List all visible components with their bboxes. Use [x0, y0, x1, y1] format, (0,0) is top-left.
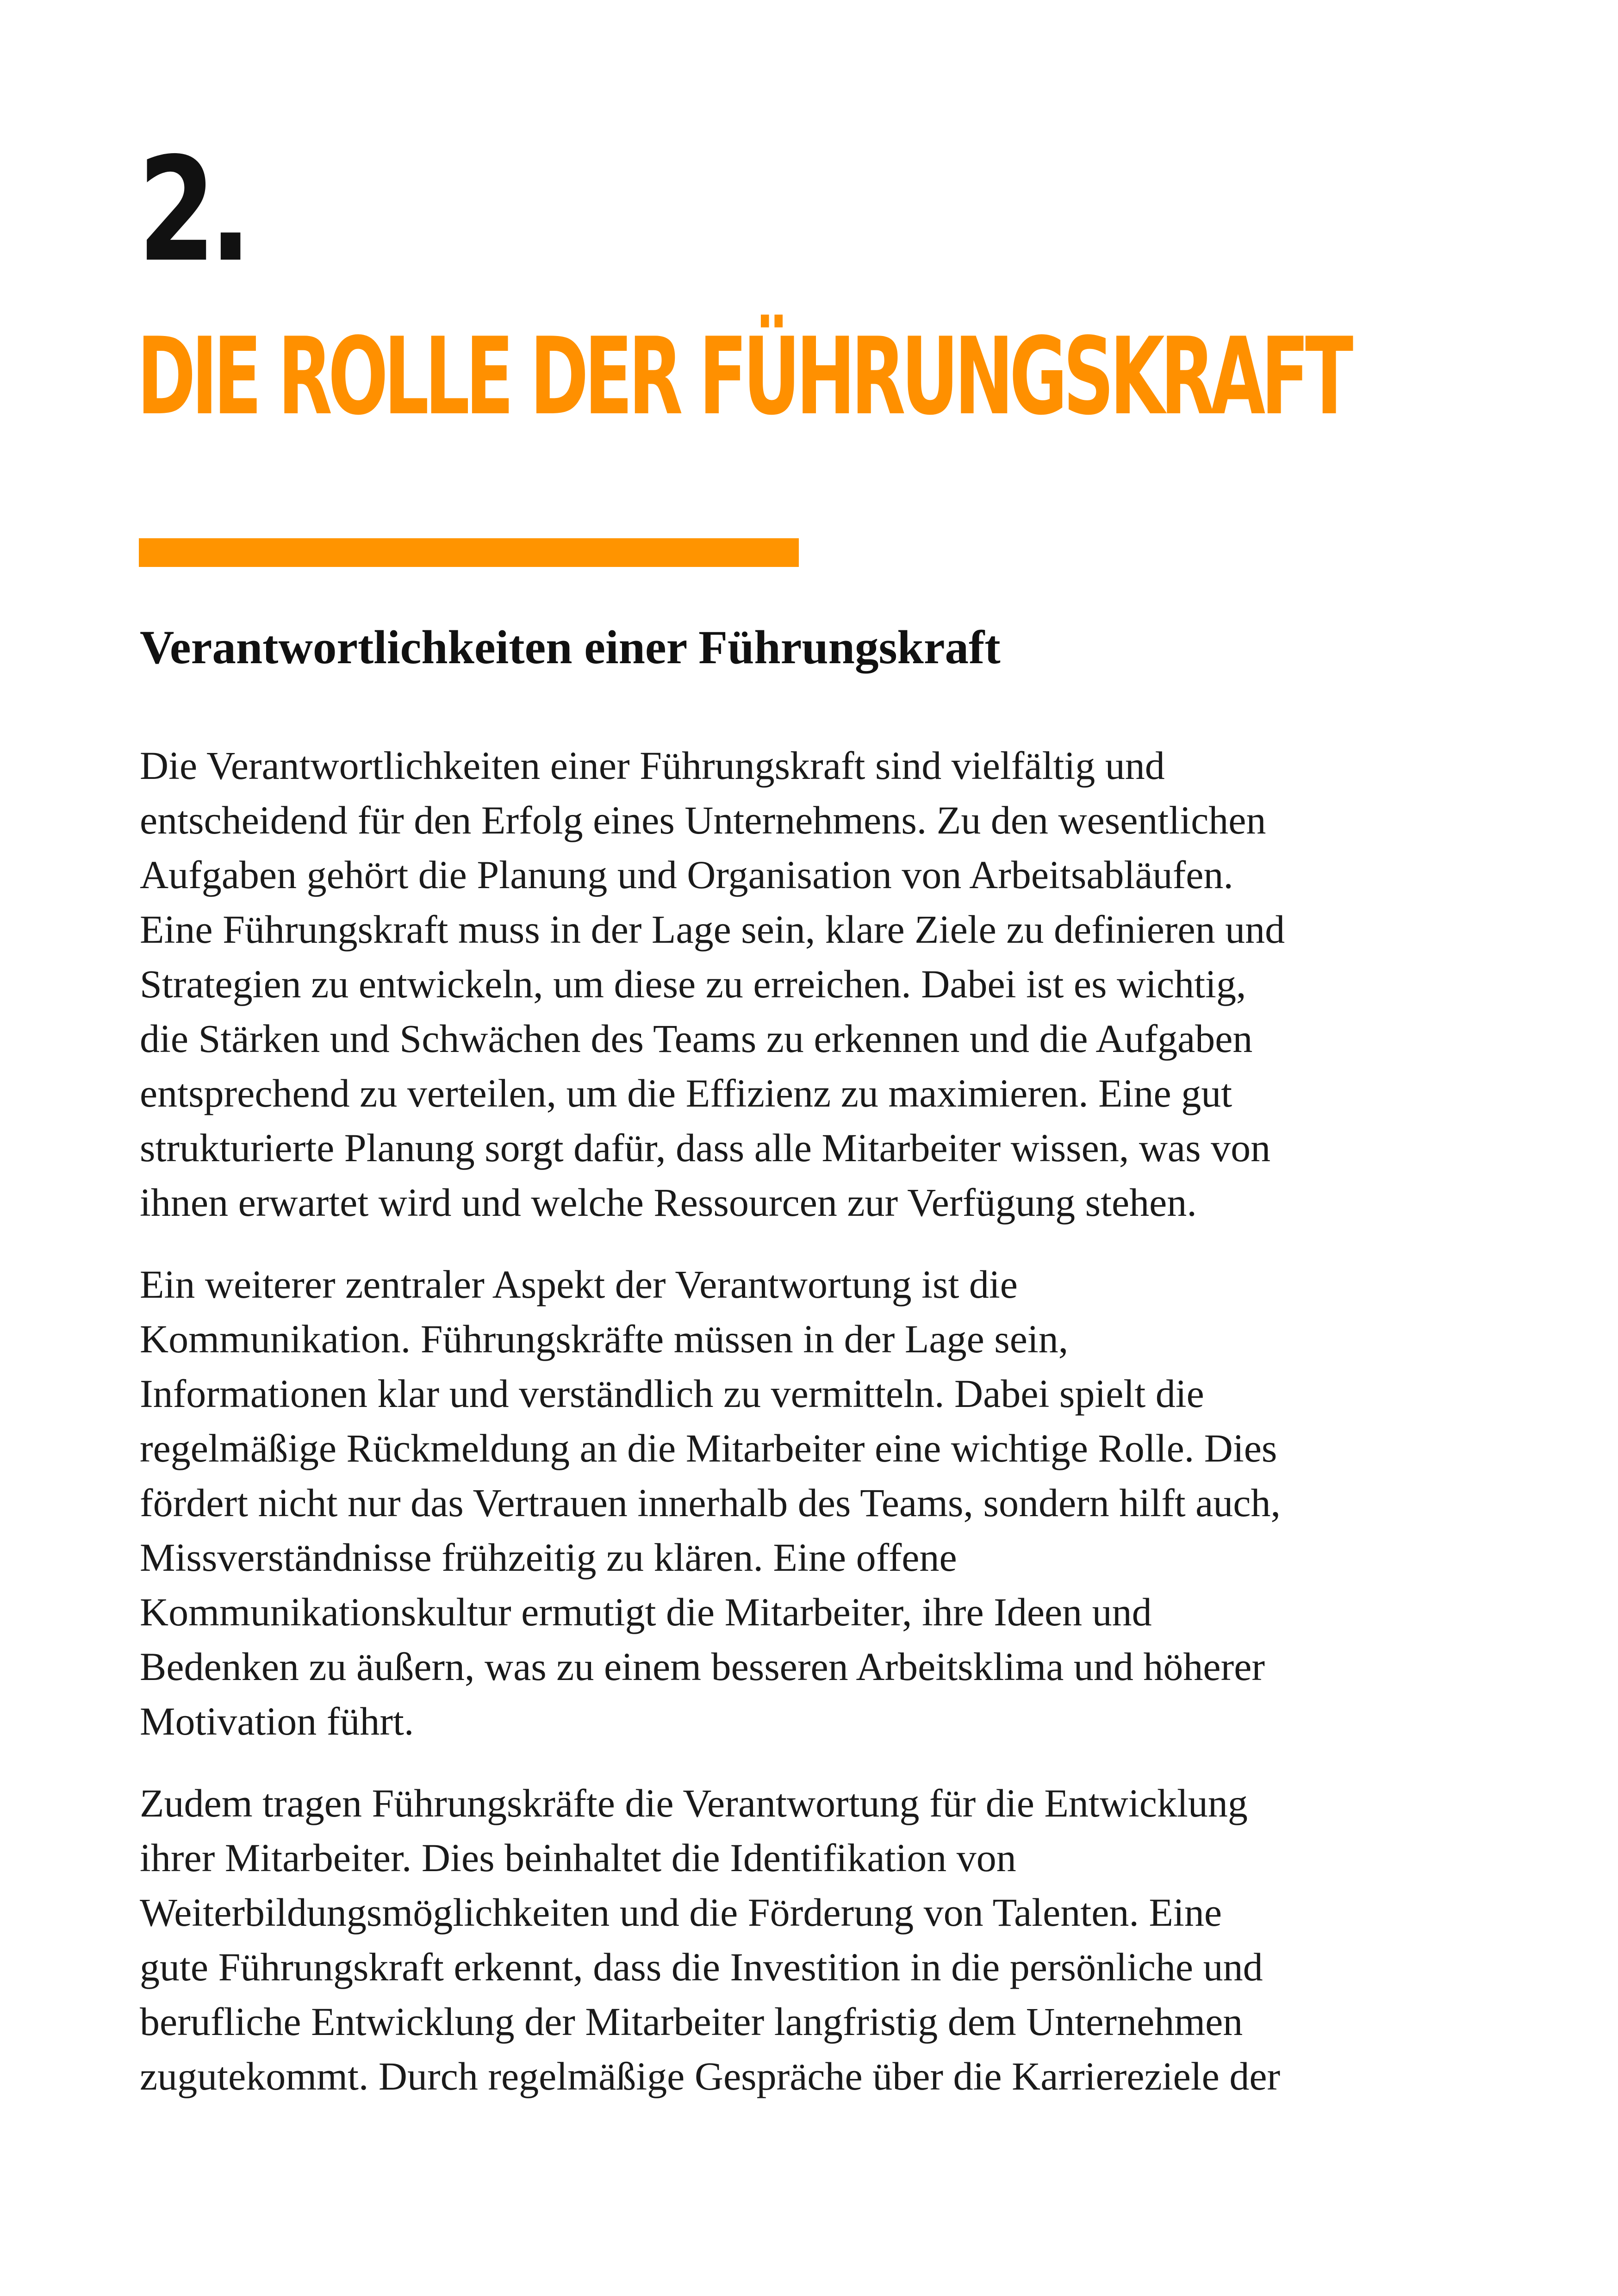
text-line: Weiterbildungsmöglichkeiten und die Förderung von Talenten. Eine — [140, 1890, 1222, 1935]
accent-divider-bar — [139, 538, 799, 567]
paragraph-2 — [140, 1257, 1519, 1748]
text-line: Motivation führt. — [140, 1699, 414, 1743]
text-line: Die Verantwortlichkeiten einer Führungskraft sind vielfältig und — [140, 743, 1165, 788]
body-text — [140, 738, 1519, 2131]
section-heading: Verantwortlichkeiten einer Führungskraft — [140, 621, 1001, 674]
text-line: Informationen klar und verständlich zu vermitteln. Dabei spielt die — [140, 1371, 1204, 1416]
text-line: fördert nicht nur das Vertrauen innerhalb des Teams, sondern hilft auch, — [140, 1481, 1281, 1525]
text-line: Kommunikation. Führungskräfte müssen in der Lage sein, — [140, 1317, 1069, 1361]
text-line: entscheidend für den Erfolg eines Unternehmens. Zu den wesentlichen — [140, 798, 1266, 842]
text-line: Strategien zu entwickeln, um diese zu erreichen. Dabei ist es wichtig, — [140, 962, 1246, 1006]
paragraph-3 — [140, 1776, 1519, 2103]
text-line: gute Führungskraft erkennt, dass die Investition in die persönliche und — [140, 1945, 1263, 1989]
paragraph-1 — [140, 738, 1519, 1230]
text-line: entsprechend zu verteilen, um die Effizienz zu maximieren. Eine gut — [140, 1071, 1232, 1115]
text-line: Eine Führungskraft muss in der Lage sein, klare Ziele zu definieren und — [140, 907, 1285, 952]
chapter-number: 2. — [138, 127, 246, 294]
chapter-title: DIE ROLLE DER FÜHRUNGSKRAFT — [137, 315, 1349, 439]
text-line: strukturierte Planung sorgt dafür, dass alle Mitarbeiter wissen, was von — [140, 1126, 1271, 1170]
text-line: ihrer Mitarbeiter. Dies beinhaltet die Identifikation von — [140, 1836, 1016, 1880]
text-line: regelmäßige Rückmeldung an die Mitarbeiter eine wichtige Rolle. Dies — [140, 1426, 1277, 1470]
text-line: die Stärken und Schwächen des Teams zu erkennen und die Aufgaben — [140, 1016, 1253, 1061]
text-line: Ein weiterer zentraler Aspekt der Verantwortung ist die — [140, 1262, 1018, 1307]
text-line: Zudem tragen Führungskräfte die Verantwortung für die Entwicklung — [140, 1781, 1248, 1825]
text-line: Missverständnisse frühzeitig zu klären. Eine offene — [140, 1535, 957, 1580]
text-line: Bedenken zu äußern, was zu einem besseren Arbeitsklima und höherer — [140, 1644, 1265, 1689]
text-line: Kommunikationskultur ermutigt die Mitarbeiter, ihre Ideen und — [140, 1590, 1152, 1634]
text-line: ihnen erwartet wird und welche Ressourcen zur Verfügung stehen. — [140, 1180, 1197, 1225]
text-line: Aufgaben gehört die Planung und Organisation von Arbeitsabläufen. — [140, 852, 1233, 897]
text-line: berufliche Entwicklung der Mitarbeiter langfristig dem Unternehmen — [140, 1999, 1243, 2044]
text-line: zugutekommt. Durch regelmäßige Gespräche über die Karriereziele der — [140, 2054, 1281, 2098]
